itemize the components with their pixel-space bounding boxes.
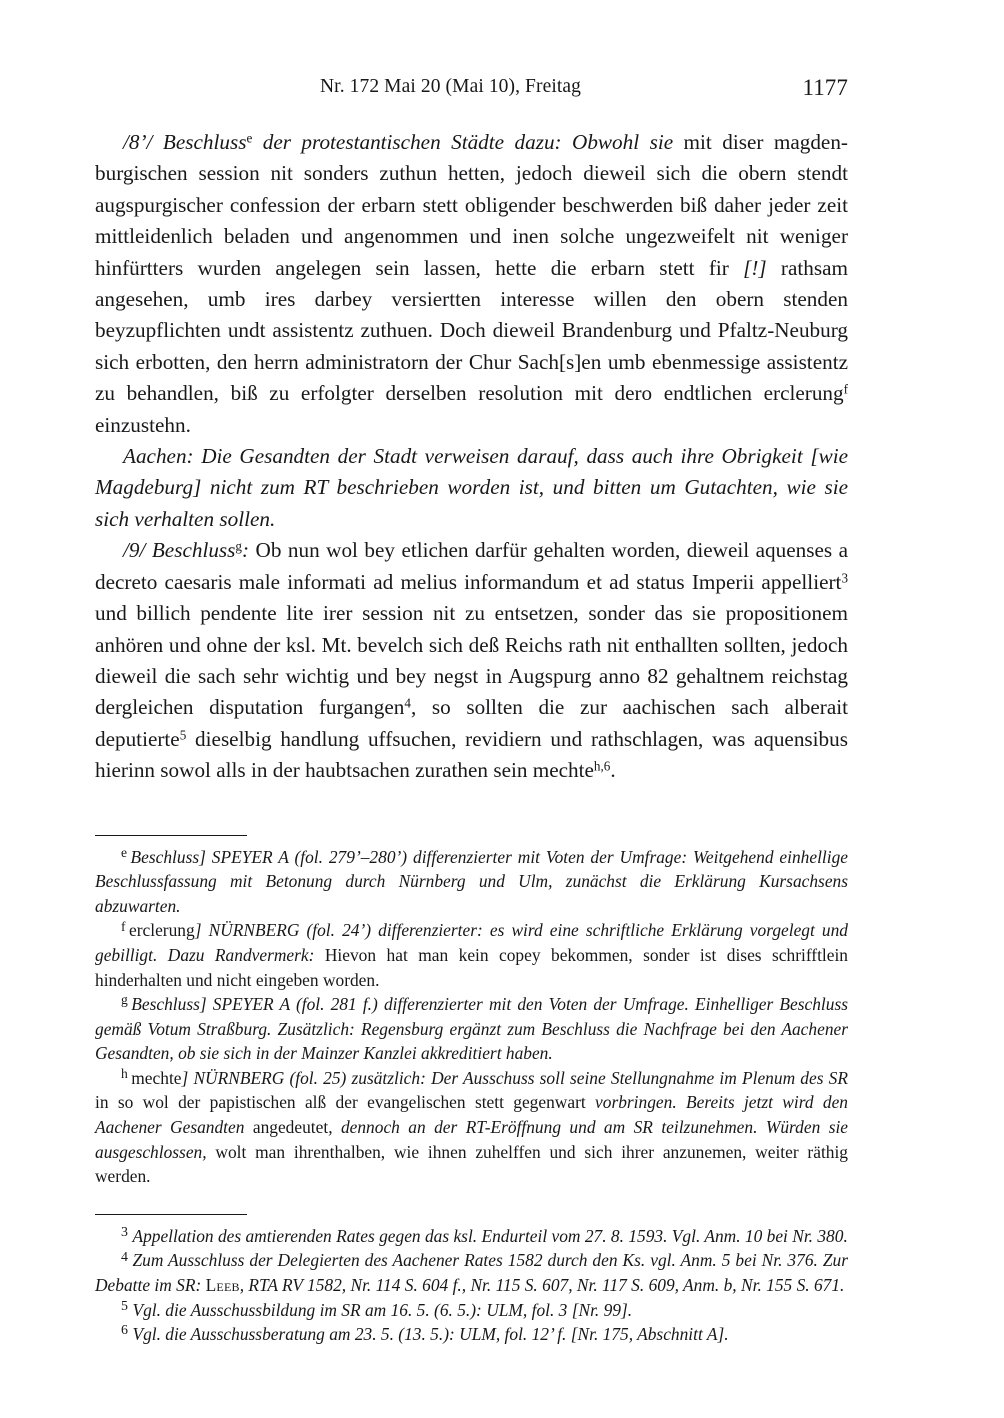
footnote-ref-f: f (843, 381, 848, 397)
paragraph-8 (95, 127, 848, 441)
footnote-marker-4: 4 (121, 1249, 128, 1265)
footnote-5 (95, 1298, 848, 1323)
footnote-ref-3: 3 (841, 570, 848, 586)
footnote-ref-e: e (246, 130, 253, 146)
apparatus-text-h-roman-1: in so wol der papistischen alß der evangelischen stett gegenwart (95, 1092, 596, 1113)
apparatus-text-h-roman-3: wolt man ihrenthalben, wie ihnen zuhelffen und sich ihrer anzunemen, weiter räthig werden. (95, 1141, 848, 1187)
footnote-ref-g: g (235, 538, 242, 554)
footnote-marker-6: 6 (121, 1323, 128, 1339)
paragraph-9-marker: /9/ (123, 538, 146, 563)
footnote-ref-5: 5 (179, 727, 187, 743)
apparatus-text-h-italic-1: NÜRNBERG (fol. 25) zusätzlich: Der Ausschuss soll seine Stellungnahme im Plenum des SR (188, 1067, 848, 1088)
critical-apparatus (95, 835, 848, 1189)
apparatus-text-g: SPEYER A (fol. 281 f.) differenzierter mit den Voten der Umfrage. Einhelliger Beschluss gemäß Votum Straßburg. Zusätzlich: Regensburg ergänzt zum Beschluss die Nachfrage bei den Aachener Gesandten, ob sie sich in der Mainzer Kanzlei akkreditiert haben. (95, 994, 848, 1064)
page-content (95, 76, 848, 1347)
footnote-text-4-part-1: Zum Ausschluss der Delegierten des Aachener Rates 1582 durch den Ks. vgl. Anm. 5 bei Nr. 376. Zur Debatte im SR: (95, 1250, 848, 1296)
apparatus-lemma-g: Beschluss] (131, 994, 207, 1015)
footnote-4 (95, 1248, 848, 1297)
paragraph-8-marker: /8’/ (123, 130, 153, 154)
paragraph-9-colon: : (241, 538, 250, 563)
paragraph-8-text-1: mit diser magden-burgischen session nit sonders zuthun hetten, jedoch dieweil sich die obern stendt augspurgischer confession der erbarn stett obligender beschwerden biß daher jeder zeit mittleidenlich beladen und angenommen und inen solche ungezweifelt nit weniger hinfürtters wurden angelegen sein lassen, hette die erbarn stett fir (95, 130, 848, 280)
apparatus-marker-e: e (121, 844, 128, 860)
paragraph-9-text-4: dieselbig handlung uffsuchen, revidiern und rathschlagen, was aquensibus hierinn sowol alls in der haubtsachen zurathen sein mechte (95, 726, 848, 783)
footnote-text-5: Vgl. die Ausschussbildung im SR am 16. 5. (6. 5.): ULM, fol. 3 [Nr. 99]. (132, 1299, 633, 1320)
paragraph-9-lemma: Beschluss (151, 538, 236, 563)
paragraph-9-text-2: und billich pendente lite irer session nit zu entsetzen, sonder das sie propositionem anhören und ohne der ksl. Mt. bevelch sich deß Reichs rath nit enthallten sollten, jedoch dieweil die sach sehr wichtig und bey negst in Augspurg anno 82 gehaltnem reichstag dergleichen disputation furgangen (95, 601, 848, 720)
footnote-3 (95, 1224, 848, 1249)
apparatus-text-h-italic-3: , dennoch an der RT-Eröffnung und am SR teilzunehmen. Würden sie ausgeschlossen, (95, 1117, 849, 1162)
paragraph-9-text-3: , so sollten die zur aachischen sach alberait deputierte (95, 695, 849, 751)
apparatus-marker-f: f (121, 918, 126, 934)
footnote-marker-3: 3 (121, 1225, 128, 1240)
paragraph-9-text-5: . (610, 758, 616, 783)
apparatus-note-e (95, 845, 848, 919)
apparatus-text-e: SPEYER A (fol. 279’–280’) differenzierter mit Voten der Umfrage: Weitgehend einhellige Beschlussfassung mit Betonung durch Nürnberg und Ulm, zunächst die Erklärung Kursachsens abzuwarten. (95, 846, 848, 916)
apparatus-separator-rule (95, 835, 247, 836)
apparatus-lemma-f: erclerung (129, 920, 195, 941)
paragraph-8-italic-head: der protestantischen Städte dazu: Obwohl sie (252, 130, 674, 154)
apparatus-note-h (95, 1066, 848, 1189)
apparatus-marker-h: h (121, 1066, 128, 1082)
paragraph-8-text-2: rathsam angesehen, umb ires darbey versiertten interesse willen den obern stenden beyzupflichten undt assistentz zuthuen. Doch dieweil Brandenburg und Pfaltz-Neuburg sich erbotten, den herrn administratorn der Chur Sach[s]en umb ebenmessige assistentz zu behandlen, biß zu erfolgter derselben resolution mit dero endtlichen erclerung (95, 255, 849, 406)
footnote-text-4-part-2: , RTA RV 1582, Nr. 114 S. 604 f., Nr. 115 S. 607, Nr. 117 S. 609, Anm. b, Nr. 155 S. 671. (239, 1275, 845, 1296)
apparatus-note-g (95, 992, 848, 1066)
apparatus-lemma-h: mechte (131, 1067, 182, 1088)
footnote-text-6: Vgl. die Ausschussberatung am 23. 5. (13. 5.): ULM, fol. 12’ f. [Nr. 175, Abschnitt A]. (132, 1324, 729, 1345)
footnote-marker-5: 5 (121, 1298, 128, 1314)
paragraph-9 (95, 535, 848, 786)
apparatus-lemma-e: Beschluss] (130, 846, 206, 867)
apparatus-lemma-bracket-f: ] (194, 920, 202, 941)
apparatus-note-f (95, 918, 848, 992)
main-body (95, 127, 848, 787)
footnote-ref-h-6: h,6 (593, 758, 611, 774)
footnote-6 (95, 1322, 848, 1347)
page-number: 1177 (802, 75, 848, 100)
apparatus-lemma-bracket-h: ] (181, 1067, 189, 1088)
running-head (95, 76, 848, 110)
footnotes-separator-rule (95, 1214, 247, 1215)
paragraph-8-text-3: einzustehn. (95, 412, 191, 437)
apparatus-text-f-roman: Hievon hat man kein copey bekommen, sonder ist dises schrifftlein hinderhalten und nicht eingeben worden. (95, 944, 848, 990)
apparatus-marker-g: g (121, 992, 128, 1008)
footnotes-section (95, 1214, 848, 1347)
footnote-text-3: Appellation des amtierenden Rates gegen das ksl. Endurteil vom 27. 8. 1593. Vgl. Anm. 10 bei Nr. 380. (132, 1225, 848, 1246)
footnote-4-author-name: Leeb (205, 1275, 240, 1296)
paragraph-aachen: Aachen: Die Gesandten der Stadt verweisen darauf, dass auch ihre Obrigkeit [wie Magdeburg] nicht zum RT beschrieben worden ist, und bitten um Gutachten, wie sie sich verhalten sollen. (95, 444, 848, 531)
apparatus-text-h-roman-2: angedeutet (244, 1117, 329, 1138)
apparatus-text-f-italic: NÜRNBERG (fol. 24’) differenzierter: es wird eine schriftliche Erklärung vorgelegt und gebilligt. Dazu Randvermerk: (95, 920, 848, 965)
paragraph-9-text-1: Ob nun wol bey etlichen darfür gehalten worden, dieweil aquenses a decreto caesaris male informati ad melius informandum et ad status Imperii appelliert (95, 538, 848, 594)
paragraph-8-lemma: Beschluss (162, 130, 247, 154)
paragraph-8-interpolation: [!] (743, 255, 767, 280)
apparatus-text-h-italic-2: vorbringen. Bereits jetzt wird den Aachener Gesandten (95, 1092, 848, 1138)
footnote-ref-4: 4 (404, 696, 411, 712)
running-head-title: Nr. 172 Mai 20 (Mai 10), Freitag (320, 76, 581, 97)
